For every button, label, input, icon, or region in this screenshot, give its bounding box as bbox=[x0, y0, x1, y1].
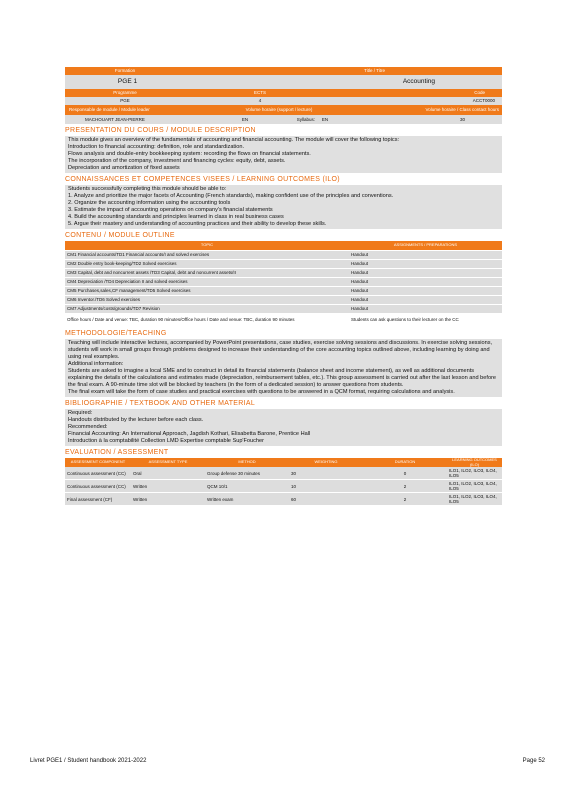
table-row bbox=[65, 259, 502, 268]
methodology-body bbox=[65, 339, 502, 397]
duration-cell: 2 bbox=[363, 493, 447, 506]
method-cell: Group defense 30 minutes bbox=[205, 467, 289, 480]
bibliography-body bbox=[65, 409, 502, 446]
code-value: ACCT0000 bbox=[472, 98, 495, 104]
leader-name: MACHOUART JEAN-PIERRE bbox=[85, 116, 145, 122]
methodology-line: The final exam will take the form of case studies and practical exercises with questions to be answered in a QCM format, requiring calculations and analysis. bbox=[68, 388, 455, 395]
component-cell: Continuous assessment (CC) bbox=[65, 467, 131, 480]
col-duration-header: DURATION bbox=[363, 458, 447, 468]
competence-line: 3. Estimate the impact of accounting operations on company's financial statements bbox=[68, 206, 273, 213]
ects-value: 4 bbox=[258, 98, 262, 104]
competence-line: 5. Argue their mastery and understanding of accounting practices and their ability to develop these skills. bbox=[68, 220, 327, 227]
component-cell: Final assessment (CF) bbox=[65, 493, 131, 506]
weight-cell: 60 bbox=[289, 493, 363, 506]
bibliography-line: Financial Accounting: An International Approach, Jagdish Kothari, Elisabetta Barone, Prentice Hall bbox=[68, 430, 311, 437]
syllabus-value: EN bbox=[321, 116, 329, 122]
bibliography-line: Recommended: bbox=[68, 423, 108, 430]
course-title: Accounting bbox=[402, 78, 435, 86]
col-weighting-header: WEIGHTING bbox=[289, 458, 363, 468]
col-type-header: ASSESSMENT TYPE bbox=[131, 458, 205, 468]
weight-cell: 30 bbox=[289, 467, 363, 480]
col-assignments-header: ASSIGNMENTS / PREPARATIONS bbox=[349, 241, 502, 251]
presentation-body bbox=[65, 136, 502, 173]
col-component-header: ASSESSMENT COMPONENT bbox=[65, 458, 131, 468]
table-row bbox=[65, 286, 502, 295]
office-hours-row bbox=[65, 313, 502, 326]
col-programme-label: Programme bbox=[113, 90, 137, 96]
table-row bbox=[65, 304, 502, 313]
footer-handbook-label: Livret PGE1 / Student handbook 2021-2022 bbox=[30, 758, 147, 764]
col-formation-label: Formation bbox=[114, 68, 136, 74]
programme-value: PGE bbox=[120, 98, 130, 104]
competence-line: 2. Organize the accounting information using the accounting tools bbox=[68, 199, 231, 206]
col-code-label: Code bbox=[474, 90, 485, 96]
evaluation-table bbox=[65, 458, 502, 507]
ilo-cell: ILO1, ILO2, ILO3, ILO4, ILO5 bbox=[447, 493, 502, 506]
duration-cell: 2 bbox=[363, 480, 447, 493]
outline-heading: CONTENU / MODULE OUTLINE bbox=[65, 231, 175, 239]
presentation-heading: PRESENTATION DU COURS / MODULE DESCRIPTION bbox=[65, 127, 256, 134]
type-cell: Written bbox=[131, 480, 205, 493]
duration-cell: 0 bbox=[363, 467, 447, 480]
assign-cell: Handout bbox=[349, 259, 502, 268]
outline-table bbox=[65, 241, 502, 327]
competence-line: 4. Build the accounting standards and principles learned in class in real business cases bbox=[68, 213, 284, 220]
competences-heading: CONNAISSANCES ET COMPETENCES VISEES / LEARNING OUTCOMES (ILO) bbox=[65, 175, 340, 183]
topic-cell: CM7 Adjustments/costs/grounds/TD7 Revision bbox=[65, 304, 349, 313]
methodology-line: Teaching will include interactive lectures, accompanied by PowerPoint presentations, case studies, exercise solving sessions and discussions. In exercise solving sessions, students will work in small groups through problems designed to increase their understanding of the core accounting topics outlined above, including learning by doing and using real examples. bbox=[68, 339, 493, 360]
table-row bbox=[65, 268, 502, 277]
bibliography-line: Introduction à la comptabilité Collection LMD Expertise comptable Sup'Foucher bbox=[68, 437, 265, 444]
page-number: Page 52 bbox=[522, 758, 545, 764]
outline-header-row bbox=[65, 241, 502, 251]
col-ects-label: ECTS bbox=[253, 90, 266, 96]
topic-cell: CM4 Depreciation /TD4 Depreciation II and solved exercises bbox=[65, 277, 349, 286]
assign-cell: Handout bbox=[349, 286, 502, 295]
assign-cell: Handout bbox=[349, 250, 502, 259]
presentation-line: Introduction to financial accounting: definition, role and standardization. bbox=[68, 143, 245, 150]
col-title-label: Title / Titre bbox=[364, 68, 385, 74]
competence-line: 1. Analyze and prioritize the major facets of Accounting (French standards), making confident use of the principles and conventions. bbox=[68, 192, 394, 199]
table-row bbox=[65, 250, 502, 259]
assign-cell: Handout bbox=[349, 277, 502, 286]
topic-cell: CM6 Inventor./TD6 Solved exercises bbox=[65, 295, 349, 304]
topic-cell: CM3 Capital, debt and noncurrent assets /TD3 Capital, debt and noncurrent assets/II bbox=[65, 268, 349, 277]
methodology-line: Additional information: bbox=[68, 360, 124, 367]
topic-cell: CM2 Double entry book-keeping/TD2 Solved exercises bbox=[65, 259, 349, 268]
assign-cell: Handout bbox=[349, 268, 502, 277]
office-hours-assign: Students can ask questions to their lecturer on the CC bbox=[349, 313, 502, 326]
competences-body bbox=[65, 185, 502, 229]
table-row bbox=[65, 493, 502, 506]
hours-label: Volume horaire (support / lecture) bbox=[245, 107, 313, 113]
col-method-header: METHOD bbox=[205, 458, 289, 468]
methodology-line: Students are asked to imagine a local SME and to construct in detail its financial statements (balance sheet and income statement), as well as additional documents explaining the details of the calculations and estimates made (depreciation, reimbursement tables, etc.). This group assessment is carried out after the last lesson and before the final exam. A 90-minute time slot will be blocked by teachers (in the form of a dedicated session) to answer questions from students. bbox=[68, 367, 497, 388]
col-ilo-header: LEARNING OUTCOMES (ILO) bbox=[447, 458, 502, 468]
assign-cell: Handout bbox=[349, 295, 502, 304]
header-bar-programme bbox=[65, 89, 502, 97]
competence-line: Students successfully completing this module should be able to: bbox=[68, 185, 227, 192]
bibliography-heading: BIBLIOGRAPHIE / TEXTBOOK AND OTHER MATERIAL bbox=[65, 399, 256, 407]
syllabus-label: Syllabus: bbox=[296, 116, 315, 122]
methodology-heading: METHODOLOGIE/TEACHING bbox=[65, 329, 167, 337]
ilo-cell: ILO1, ILO2, ILO3, ILO4, ILO5 bbox=[447, 467, 502, 480]
hours-value: 30 bbox=[459, 116, 465, 122]
assign-cell: Handout bbox=[349, 304, 502, 313]
page-footer bbox=[30, 758, 545, 764]
evaluation-heading: EVALUATION / ASSESSMENT bbox=[65, 448, 169, 456]
topic-cell: CM5 Purchases,sales,CF management/TD5 Solved exercises bbox=[65, 286, 349, 295]
header-values-row bbox=[65, 97, 502, 105]
bibliography-line: Handouts distributed by the lecturer before each class. bbox=[68, 416, 204, 423]
type-cell: Written bbox=[131, 493, 205, 506]
presentation-line: Depreciation and amortization of fixed assets bbox=[68, 164, 180, 171]
presentation-line: This module gives an overview of the fundamentals of accounting and financial accounting. The module will cover the following topics: bbox=[68, 137, 400, 143]
course-sheet bbox=[65, 67, 502, 506]
col-topic-header: TOPIC bbox=[65, 241, 349, 251]
volume-label: Volume horaire / Class contact hours bbox=[425, 107, 499, 113]
table-row bbox=[65, 480, 502, 493]
method-cell: QCM 10/1 bbox=[205, 480, 289, 493]
program-name: PGE 1 bbox=[117, 78, 138, 86]
responsable-label: Responsable de module / Module leader bbox=[69, 107, 150, 113]
presentation-line: Flows analysis and double-entry bookkeeping system: recording the flows on financial statements. bbox=[68, 150, 311, 157]
bibliography-line: Required: bbox=[68, 409, 93, 416]
header-title-row bbox=[65, 75, 502, 89]
table-row bbox=[65, 467, 502, 480]
table-row bbox=[65, 295, 502, 304]
header-bar-formation bbox=[65, 67, 502, 75]
header-bar-responsable bbox=[65, 105, 502, 115]
method-cell: Written exam bbox=[205, 493, 289, 506]
type-cell: Oral bbox=[131, 467, 205, 480]
component-cell: Continuous assessment (CC) bbox=[65, 480, 131, 493]
presentation-line: The incorporation of the company, investment and financing cycles: equity, debt, assets. bbox=[68, 157, 286, 164]
header-leader-row bbox=[65, 115, 502, 124]
evaluation-header-row bbox=[65, 458, 502, 468]
office-hours-cell: Office hours / Date and venue: TBC, duration 90 minutes/Office hours / Date and venue: TBC, duration 90 minutes bbox=[65, 313, 349, 326]
language-value: EN bbox=[241, 116, 249, 122]
weight-cell: 10 bbox=[289, 480, 363, 493]
ilo-cell: ILO1, ILO2, ILO3, ILO4, ILO5 bbox=[447, 480, 502, 493]
table-row bbox=[65, 277, 502, 286]
topic-cell: CM1 Financial accounts/TD1 Financial accounts/I and solved exercises bbox=[65, 250, 349, 259]
